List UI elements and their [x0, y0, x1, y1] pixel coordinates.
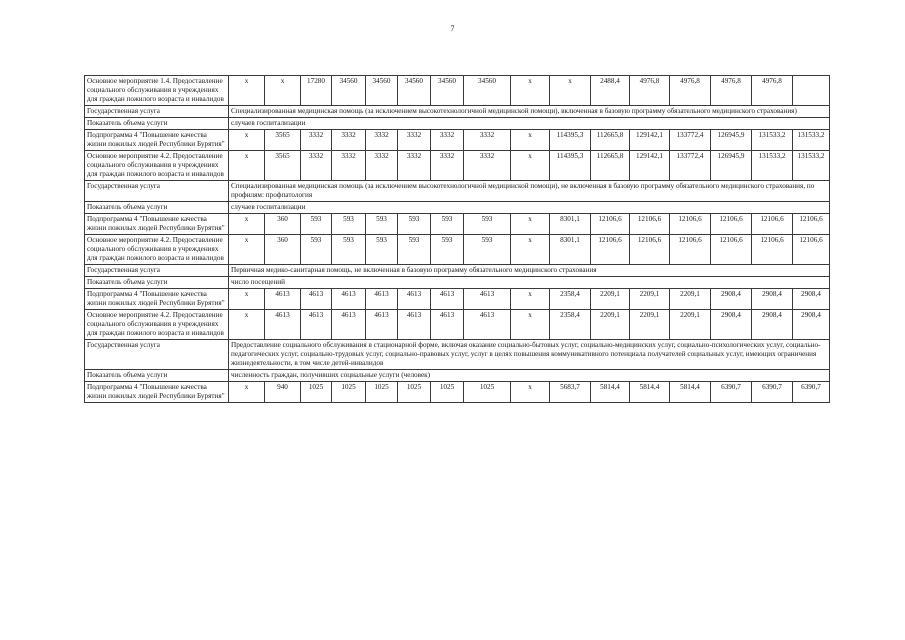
row-name-cell: Государственная услуга: [85, 265, 229, 277]
value-cell: 2209,1: [630, 310, 670, 340]
value-cell: x: [511, 235, 550, 265]
value-cell: 4613: [464, 310, 511, 340]
row-description-cell: Первичная медико-санитарная помощь, не включенная в базовую программу обязательного медицинского страхования: [229, 265, 830, 277]
value-cell: x: [511, 130, 550, 151]
value-cell: 4613: [431, 289, 464, 310]
value-cell: 2209,1: [630, 289, 670, 310]
value-cell: 2358,4: [550, 289, 591, 310]
value-cell: 2358,4: [550, 310, 591, 340]
value-cell: 34560: [366, 76, 398, 106]
value-cell: 34560: [398, 76, 431, 106]
value-cell: 12106,6: [711, 235, 752, 265]
value-cell: 34560: [464, 76, 511, 106]
table-row-service: [85, 181, 830, 202]
row-name-cell: Показатель объема услуги: [85, 370, 229, 382]
value-cell: 3332: [332, 130, 366, 151]
value-cell: 4613: [265, 289, 301, 310]
value-cell: 593: [398, 214, 431, 235]
table-row: [85, 151, 830, 181]
value-cell: 593: [431, 214, 464, 235]
value-cell: x: [229, 310, 265, 340]
value-cell: 360: [265, 235, 301, 265]
value-cell: 4976,8: [630, 76, 670, 106]
value-cell: 131533,2: [793, 151, 830, 181]
value-cell: x: [265, 76, 301, 106]
value-cell: 133772,4: [670, 130, 711, 151]
table-row-service: [85, 265, 830, 277]
value-cell: 6390,7: [752, 382, 793, 403]
value-cell: 126945,9: [711, 130, 752, 151]
value-cell: 2908,4: [793, 310, 830, 340]
value-cell: 2209,1: [591, 289, 630, 310]
value-cell: 133772,4: [670, 151, 711, 181]
value-cell: 12106,6: [793, 235, 830, 265]
value-cell: 129142,1: [630, 130, 670, 151]
row-name-cell: Государственная услуга: [85, 181, 229, 202]
value-cell: 2209,1: [591, 310, 630, 340]
value-cell: 4613: [332, 289, 366, 310]
row-name-cell: Показатель объема услуги: [85, 202, 229, 214]
row-name-cell: Подпрограмма 4 "Повышение качества жизни пожилых людей Республики Бурятия": [85, 130, 229, 151]
row-name-cell: Подпрограмма 4 "Повышение качества жизни пожилых людей Республики Бурятия": [85, 289, 229, 310]
row-name-cell: Основное мероприятие 4.2. Предоставление социального обслуживания в учреждениях для граждан пожилого возраста и инвалидов: [85, 310, 229, 340]
value-cell: x: [511, 310, 550, 340]
value-cell: x: [229, 130, 265, 151]
value-cell: 593: [301, 235, 332, 265]
value-cell: 3332: [464, 151, 511, 181]
value-cell: 593: [366, 235, 398, 265]
value-cell: 2209,1: [670, 289, 711, 310]
value-cell: 593: [332, 214, 366, 235]
value-cell: 2908,4: [793, 289, 830, 310]
row-description-cell: численность граждан, получивших социальные услуги (человек): [229, 370, 830, 382]
row-name-cell: Основное мероприятие 1.4. Предоставление социального обслуживания в учреждениях для граждан пожилого возраста и инвалидов: [85, 76, 229, 106]
value-cell: 2908,4: [711, 289, 752, 310]
table-row: [85, 382, 830, 403]
row-name-cell: Подпрограмма 4 "Повышение качества жизни пожилых людей Республики Бурятия": [85, 382, 229, 403]
value-cell: 1025: [398, 382, 431, 403]
value-cell: 5814,4: [670, 382, 711, 403]
value-cell: x: [511, 214, 550, 235]
value-cell: 5814,4: [630, 382, 670, 403]
value-cell: 17280: [301, 76, 332, 106]
row-description-cell: Специализированная медицинская помощь (за исключением высокотехнологичной медицинской помощи), не включенная в базовую программу обязательного медицинского страхования, по профилям: профпатология: [229, 181, 830, 202]
value-cell: 4613: [398, 310, 431, 340]
value-cell: 3332: [464, 130, 511, 151]
value-cell: 131533,2: [752, 151, 793, 181]
row-name-cell: Государственная услуга: [85, 340, 229, 370]
value-cell: 3565: [265, 130, 301, 151]
value-cell: x: [229, 382, 265, 403]
value-cell: 34560: [332, 76, 366, 106]
value-cell: 4976,8: [752, 76, 793, 106]
value-cell: 1025: [301, 382, 332, 403]
value-cell: 2908,4: [752, 310, 793, 340]
value-cell: 12106,6: [711, 214, 752, 235]
value-cell: 6390,7: [711, 382, 752, 403]
value-cell: 8301,1: [550, 214, 591, 235]
value-cell: 4613: [398, 289, 431, 310]
table-row: [85, 214, 830, 235]
value-cell: 129142,1: [630, 151, 670, 181]
value-cell: 1025: [332, 382, 366, 403]
row-name-cell: Основное мероприятие 4.2. Предоставление социального обслуживания в учреждениях для граждан пожилого возраста и инвалидов: [85, 235, 229, 265]
value-cell: 1025: [431, 382, 464, 403]
row-description-cell: случаев госпитализации: [229, 118, 830, 130]
row-description-cell: число посещений: [229, 277, 830, 289]
row-name-cell: Основное мероприятие 4.2. Предоставление социального обслуживания в учреждениях для граждан пожилого возраста и инвалидов: [85, 151, 229, 181]
value-cell: 4613: [366, 310, 398, 340]
value-cell: 2908,4: [711, 310, 752, 340]
value-cell: 3332: [301, 130, 332, 151]
value-cell: [793, 76, 830, 106]
value-cell: 593: [464, 214, 511, 235]
value-cell: x: [229, 289, 265, 310]
value-cell: 114395,3: [550, 130, 591, 151]
value-cell: 12106,6: [752, 214, 793, 235]
row-name-cell: Показатель объема услуги: [85, 277, 229, 289]
value-cell: 4613: [332, 310, 366, 340]
value-cell: x: [229, 235, 265, 265]
value-cell: 12106,6: [670, 235, 711, 265]
value-cell: x: [550, 76, 591, 106]
value-cell: x: [229, 214, 265, 235]
value-cell: x: [511, 382, 550, 403]
table-row-service: [85, 340, 830, 370]
value-cell: 112665,8: [591, 151, 630, 181]
table-row: [85, 76, 830, 106]
value-cell: 4613: [431, 310, 464, 340]
value-cell: 5814,4: [591, 382, 630, 403]
row-name-cell: Показатель объема услуги: [85, 118, 229, 130]
value-cell: 4976,8: [711, 76, 752, 106]
page-number: 7: [450, 24, 455, 33]
table-row: [85, 130, 830, 151]
table-row: [85, 235, 830, 265]
value-cell: 1025: [464, 382, 511, 403]
value-cell: 12106,6: [591, 235, 630, 265]
value-cell: 8301,1: [550, 235, 591, 265]
table-row-service: [85, 202, 830, 214]
value-cell: 4976,8: [670, 76, 711, 106]
value-cell: 114395,3: [550, 151, 591, 181]
value-cell: 2488,4: [591, 76, 630, 106]
value-cell: 3332: [332, 151, 366, 181]
value-cell: 12106,6: [752, 235, 793, 265]
value-cell: 4613: [301, 289, 332, 310]
value-cell: x: [229, 151, 265, 181]
value-cell: 4613: [366, 289, 398, 310]
row-description-cell: случаев госпитализации: [229, 202, 830, 214]
value-cell: 593: [431, 235, 464, 265]
value-cell: x: [229, 76, 265, 106]
value-cell: 131533,2: [793, 130, 830, 151]
value-cell: x: [511, 76, 550, 106]
value-cell: 593: [464, 235, 511, 265]
row-name-cell: Подпрограмма 4 "Повышение качества жизни пожилых людей Республики Бурятия": [85, 214, 229, 235]
value-cell: 5683,7: [550, 382, 591, 403]
value-cell: 593: [366, 214, 398, 235]
value-cell: 3332: [366, 130, 398, 151]
table-row-service: [85, 370, 830, 382]
value-cell: 4613: [265, 310, 301, 340]
value-cell: 3565: [265, 151, 301, 181]
value-cell: 12106,6: [591, 214, 630, 235]
value-cell: 131533,2: [752, 130, 793, 151]
value-cell: 3332: [431, 130, 464, 151]
value-cell: 12106,6: [630, 214, 670, 235]
row-description-cell: Специализированная медицинская помощь (за исключением высокотехнологичной медицинской помощи), включенная в базовую программу обязательного медицинского страхования): [229, 106, 830, 118]
table-row-service: [85, 118, 830, 130]
value-cell: x: [511, 289, 550, 310]
value-cell: 6390,7: [793, 382, 830, 403]
value-cell: 2209,1: [670, 310, 711, 340]
value-cell: 12106,6: [630, 235, 670, 265]
value-cell: 593: [398, 235, 431, 265]
value-cell: x: [511, 151, 550, 181]
value-cell: 593: [301, 214, 332, 235]
row-name-cell: Государственная услуга: [85, 106, 229, 118]
value-cell: 3332: [398, 130, 431, 151]
value-cell: 360: [265, 214, 301, 235]
value-cell: 3332: [398, 151, 431, 181]
row-description-cell: Предоставление социального обслуживания в стационарной форме, включая оказание социально-бытовых услуг, социально-медицинских услуг, социально-психологических услуг, социально-педагогических услуг, социально-трудовых услуг, социально-правовых услуг, услуг в целях повышения коммуникативного потенциала получателей социальных услуг, имеющих ограничения жизнедеятельности, в том числе детей-инвалидов: [229, 340, 830, 370]
value-cell: 12106,6: [670, 214, 711, 235]
table-row-service: [85, 106, 830, 118]
value-cell: 3332: [366, 151, 398, 181]
table-row-service: [85, 277, 830, 289]
value-cell: 4613: [464, 289, 511, 310]
table-row: [85, 289, 830, 310]
value-cell: 593: [332, 235, 366, 265]
value-cell: 112665,8: [591, 130, 630, 151]
value-cell: 126945,9: [711, 151, 752, 181]
value-cell: 34560: [431, 76, 464, 106]
value-cell: 940: [265, 382, 301, 403]
value-cell: 4613: [301, 310, 332, 340]
value-cell: 12106,6: [793, 214, 830, 235]
table-row: [85, 310, 830, 340]
data-table: [84, 75, 830, 403]
value-cell: 2908,4: [752, 289, 793, 310]
value-cell: 1025: [366, 382, 398, 403]
value-cell: 3332: [301, 151, 332, 181]
value-cell: 3332: [431, 151, 464, 181]
